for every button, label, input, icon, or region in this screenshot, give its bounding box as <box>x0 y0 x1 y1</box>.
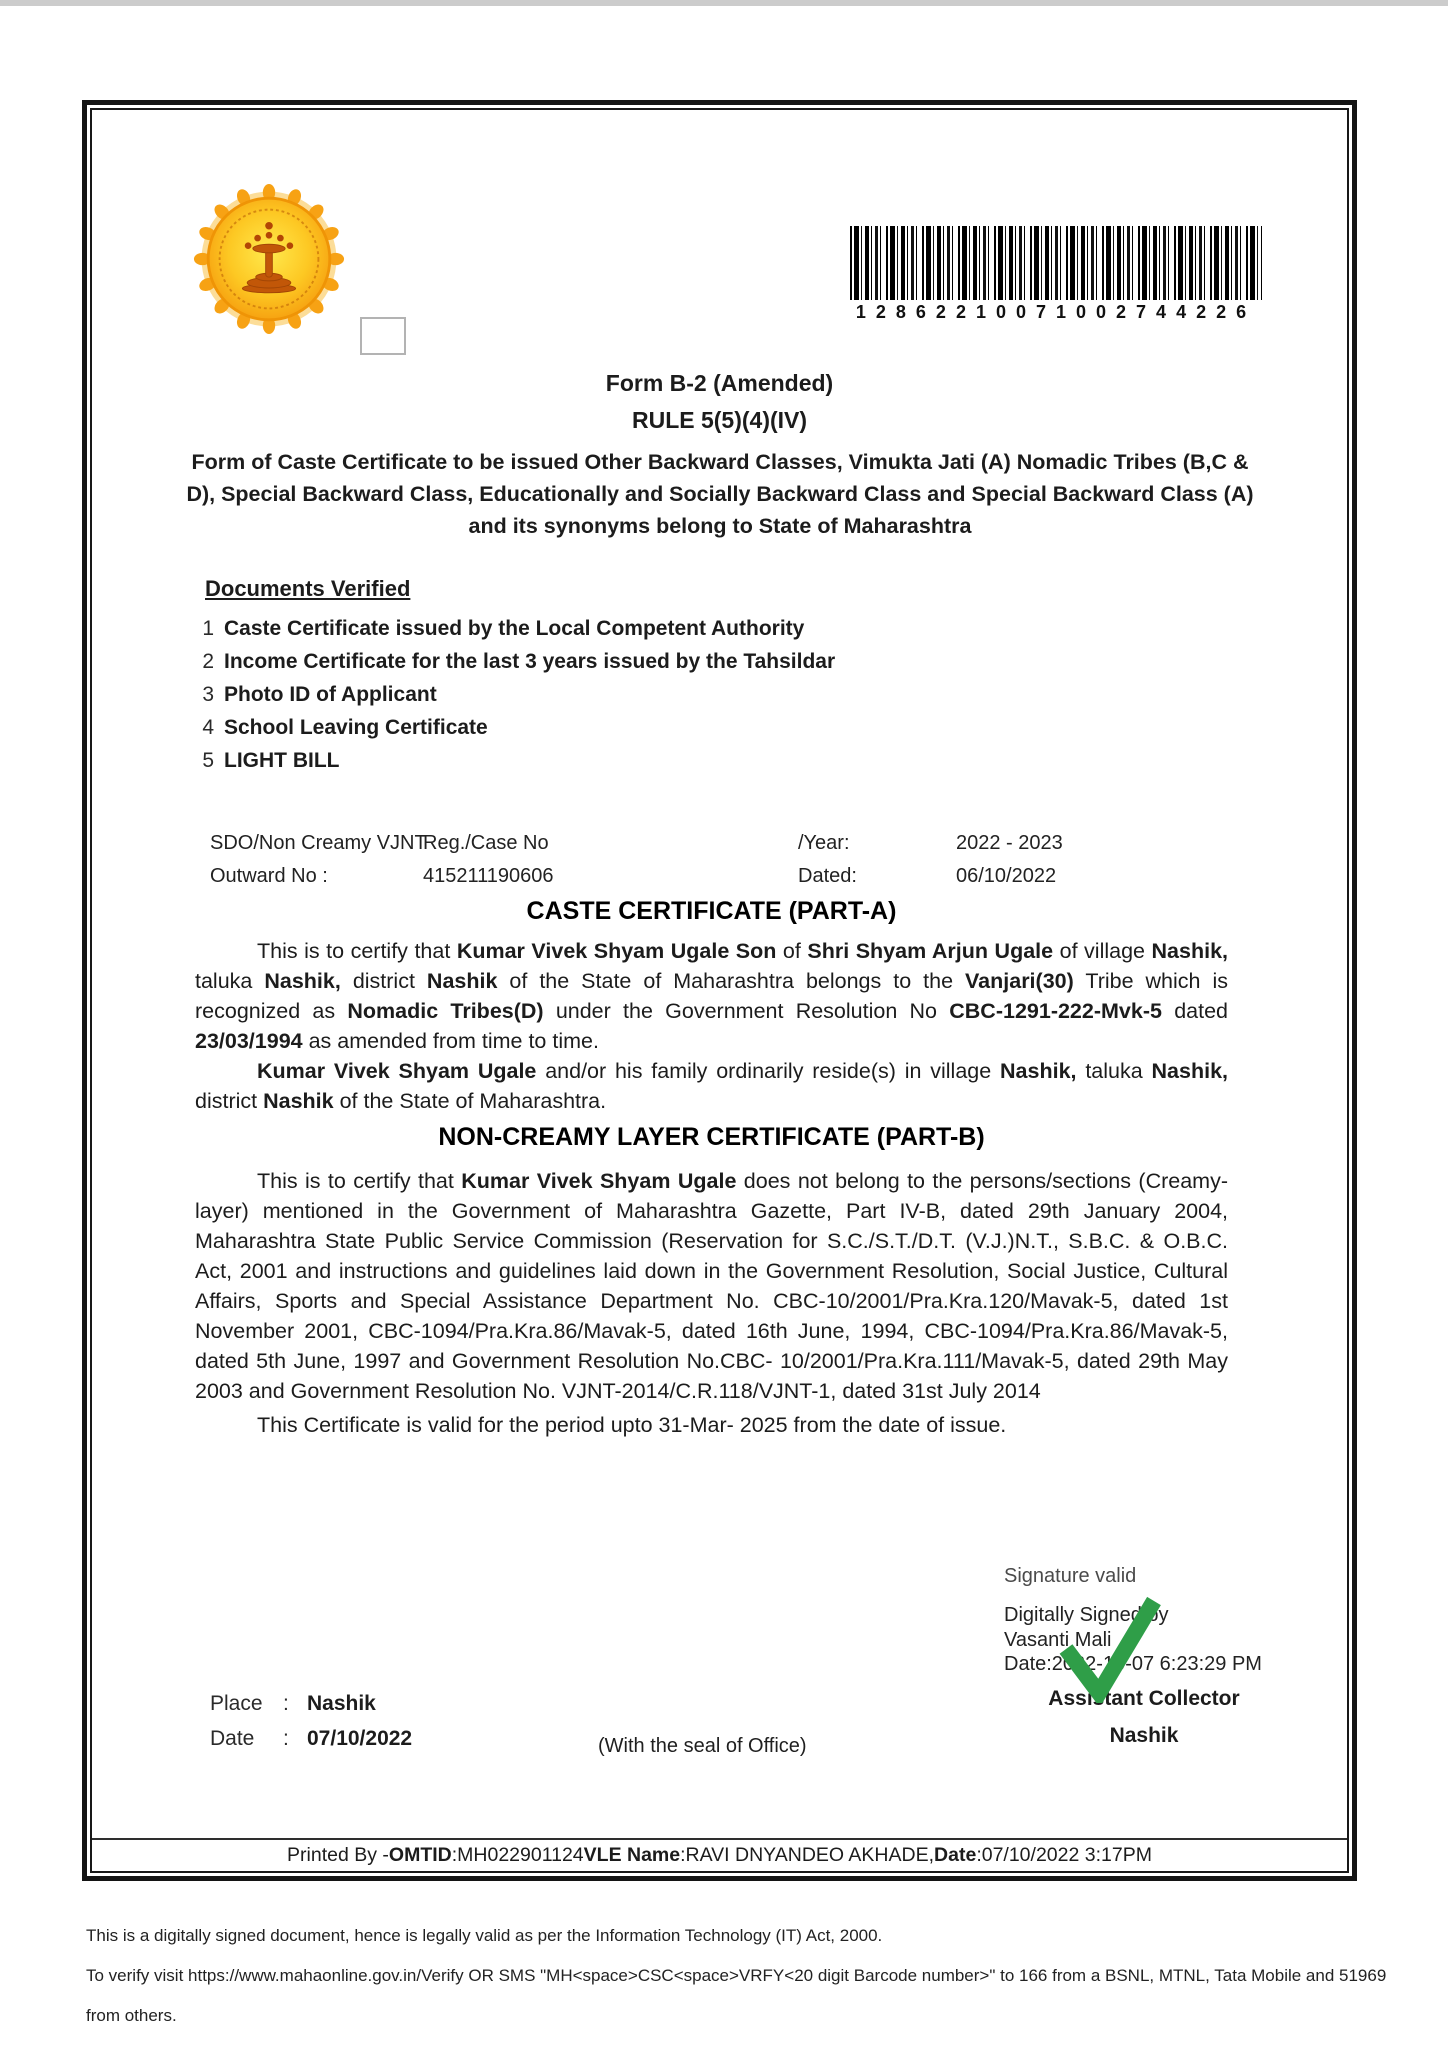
document-item-label: Caste Certificate issued by the Local Competent Authority <box>224 617 805 640</box>
seal-of-office-note: (With the seal of Office) <box>598 1735 807 1757</box>
document-item-number: 1 <box>202 617 214 640</box>
signature-signer: Vasanti Mali <box>1004 1628 1112 1651</box>
document-item <box>198 749 339 773</box>
date-value: 07/10/2022 <box>307 1727 413 1750</box>
document-item-label: LIGHT BILL <box>224 749 340 772</box>
case-outward-value: 415211190606 <box>423 865 554 887</box>
document-item-number: 2 <box>202 650 214 673</box>
form-title: Form B-2 (Amended) <box>605 370 834 396</box>
page-top-edge <box>0 0 1448 6</box>
case-reg-label: Reg./Case No <box>423 832 549 854</box>
signature-line1: Digitally Signed by <box>1004 1604 1169 1626</box>
barcode-block <box>850 226 1262 323</box>
certificate-frame <box>82 100 1357 1881</box>
document-item-label: School Leaving Certificate <box>224 716 488 739</box>
certificate-inner-border <box>90 108 1349 1873</box>
rule-title: RULE 5(5)(4)(IV) <box>631 407 808 433</box>
signer-designation: Assistant Collector <box>1048 1686 1240 1710</box>
case-outward-label: Outward No : <box>210 865 328 887</box>
place-label: Place <box>210 1692 263 1715</box>
part-a-paragraph-1: This is to certify that Kumar Vivek Shyam Ugale Son of Shri Shyam Arjun Ugale of village Nashik, taluka Nashik, district Nashik of the State of Maharashtra belongs to the Vanjari(30) Tribe which is recognized as Nomadic Tribes(D) under the Government Resolution No CBC-1291-222-Mvk-5 dated 23/03/1994 as amended from time to time. <box>195 939 1228 1053</box>
photo-placeholder-box <box>360 317 406 355</box>
document-item-number: 4 <box>202 716 214 739</box>
document-item <box>198 650 835 674</box>
case-dated-label: Dated: <box>798 865 857 887</box>
document-item-number: 5 <box>202 749 214 772</box>
part-a-paragraph-2: Kumar Vivek Shyam Ugale and/or his family ordinarily reside(s) in village Nashik, taluka Nashik, district Nashik of the State of Maharashtra. <box>195 1059 1228 1113</box>
date-label: Date <box>210 1727 255 1750</box>
place-row <box>210 1692 376 1716</box>
maharashtra-state-seal-icon <box>193 183 345 335</box>
part-a-title: CASTE CERTIFICATE (PART-A) <box>526 897 897 925</box>
document-item-number: 3 <box>202 683 214 706</box>
barcode-icon <box>850 226 1262 300</box>
case-dated-value: 06/10/2022 <box>956 865 1057 887</box>
disclaimer-line2: To verify visit https://www.mahaonline.gov.in/Verify OR SMS "MH<space>CSC<space>VRFY<20 digit Barcode number>" to 166 from a BSNL, MTNL, Tata Mobile and 51969 from others. <box>86 1966 1387 2025</box>
document-item <box>198 716 488 740</box>
signature-valid-label: Signature valid <box>1004 1565 1137 1587</box>
date-colon: : <box>283 1727 289 1750</box>
disclaimer-line1: This is a digitally signed document, hence is legally valid as per the Information Technology (IT) Act, 2000. <box>86 1926 883 1945</box>
certificate-body <box>195 896 1228 1440</box>
signature-details <box>1004 1603 1314 1677</box>
place-colon: : <box>283 1692 289 1715</box>
form-description: Form of Caste Certificate to be issued Other Backward Classes, Vimukta Jati (A) Nomadic Tribes (B,C & D), Special Backward Class, Educationally and Socially Backward Class and Special Backward Class (A) and its synonyms belong to State of Maharashtra <box>186 450 1254 538</box>
document-item-label: Income Certificate for the last 3 years issued by the Tahsildar <box>224 650 836 673</box>
part-b-title: NON-CREAMY LAYER CERTIFICATE (PART-B) <box>438 1123 985 1151</box>
documents-verified-title: Documents Verified <box>205 576 411 601</box>
signature-check-icon <box>1054 1591 1164 1710</box>
digital-signature-block <box>1004 1565 1314 1748</box>
legal-disclaimer <box>86 1916 1406 2036</box>
place-value: Nashik <box>307 1692 376 1715</box>
document-item-label: Photo ID of Applicant <box>224 683 437 706</box>
case-year-label: /Year: <box>798 832 850 854</box>
signer-location: Nashik <box>1109 1723 1179 1747</box>
document-item <box>198 683 437 707</box>
part-b-paragraph: This is to certify that Kumar Vivek Shyam Ugale does not belong to the persons/sections (Creamy-layer) mentioned in the Government of Maharashtra Gazette, Part IV-B, dated 29th January 2004, Maharashtra State Public Service Commission (Reservation for S.C./S.T./D.T. (V.J.)N.T., S.B.C. & O.B.C. Act, 2001 and instructions and guidelines laid down in the Government Resolution, Social Justice, Cultural Affairs, Sports and Special Assistance Department No. CBC-10/2001/Pra.Kra.120/Mavak-5, dated 1st November 2001, CBC-1094/Pra.Kra.86/Mavak-5, dated 16th June, 1994, CBC-1094/Pra.Kra.86/Mavak-5, dated 5th June, 1997 and Government Resolution No.CBC- 10/2001/Pra.Kra.111/Mavak-5, dated 29th May 2003 and Government Resolution No. VJNT-2014/C.R.118/VJNT-1, dated 31st July 2014 <box>195 1169 1228 1403</box>
validity-line: This Certificate is valid for the period upto 31-Mar- 2025 from the date of issue. <box>257 1413 1007 1437</box>
date-row <box>210 1727 412 1751</box>
printed-by-footer: Printed By - OMTID :MH022901124 VLE Name :RAVI DNYANDEO AKHADE, Date :07/10/2022 3:17PM <box>92 1838 1347 1871</box>
case-year-value: 2022 - 2023 <box>956 832 1063 854</box>
barcode-number: 12862210071002744226 <box>855 302 1257 322</box>
signature-date: Date:2022-10-07 6:23:29 PM <box>1004 1653 1262 1675</box>
document-item <box>198 617 804 641</box>
case-dept-label: SDO/Non Creamy VJNT <box>210 832 427 854</box>
